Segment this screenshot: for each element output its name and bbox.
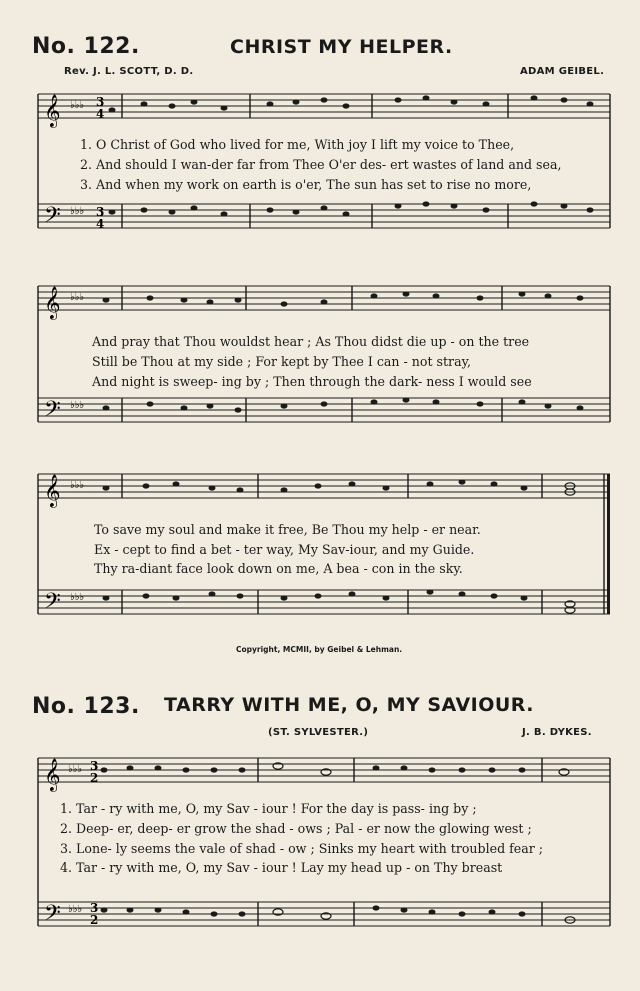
lyric-line: Still be Thou at my side ; For kept by Thee I can - not stray, xyxy=(92,354,472,369)
composer-credit: ADAM GEIBEL. xyxy=(520,66,605,77)
lyric-line: 4. Tar - ry with me, O, my Sav - iour ! Lay my head up - on Thy breast xyxy=(60,860,503,875)
svg-text:♭♭♭: ♭♭♭ xyxy=(70,592,85,603)
svg-text:♭♭♭: ♭♭♭ xyxy=(70,292,85,303)
lyric-line: 3. Lone- ly seems the vale of shad - ow ; Sinks my heart with troubled fear ; xyxy=(60,841,544,856)
author-credit: Rev. J. L. SCOTT, D. D. xyxy=(64,66,194,77)
svg-text:3: 3 xyxy=(96,95,105,109)
hymn-number: No. 123. xyxy=(32,694,140,719)
lyric-line: 2. Deep- er, deep- er grow the shad - ows ; Pal - er now the glowing west ; xyxy=(60,821,532,836)
svg-text:♭♭♭: ♭♭♭ xyxy=(68,764,83,775)
svg-text:♭♭♭: ♭♭♭ xyxy=(68,904,83,915)
svg-text:2: 2 xyxy=(90,771,99,785)
svg-text:𝄞: 𝄞 xyxy=(44,286,61,319)
lyric-line: Ex - cept to find a bet - ter way, My Sav-iour, and my Guide. xyxy=(94,542,475,557)
svg-text:♭♭♭: ♭♭♭ xyxy=(70,206,85,217)
composer-credit: J. B. DYKES. xyxy=(522,727,592,738)
svg-text:♭♭♭: ♭♭♭ xyxy=(70,100,85,111)
svg-text:𝄢: 𝄢 xyxy=(44,901,61,931)
tune-name: (ST. SYLVESTER.) xyxy=(268,727,369,738)
lyric-line: To save my soul and make it free, Be Thou my help - er near. xyxy=(94,522,481,537)
lyric-line: And night is sweep- ing by ; Then through the dark- ness I would see xyxy=(92,374,532,389)
svg-text:𝄞: 𝄞 xyxy=(44,94,61,127)
hymn-title: TARRY WITH ME, O, MY SAVIOUR. xyxy=(164,694,535,716)
lyric-line: 2. And should I wan-der far from Thee O'er des- ert wastes of land and sea, xyxy=(80,157,562,172)
svg-text:𝄢: 𝄢 xyxy=(44,397,61,427)
svg-text:4: 4 xyxy=(96,217,105,231)
lyric-line: 3. And when my work on earth is o'er, The sun has set to rise no more, xyxy=(80,177,532,192)
svg-text:4: 4 xyxy=(96,107,105,121)
svg-text:♭♭♭: ♭♭♭ xyxy=(70,480,85,491)
svg-text:𝄞: 𝄞 xyxy=(44,474,61,507)
svg-text:𝄢: 𝄢 xyxy=(44,589,61,619)
lyric-line: Thy ra-diant face look down on me, A bea - con in the sky. xyxy=(94,561,463,576)
hymn-title: CHRIST MY HELPER. xyxy=(230,36,453,58)
svg-text:3: 3 xyxy=(90,759,99,773)
svg-text:3: 3 xyxy=(96,205,105,219)
hymn-number: No. 122. xyxy=(32,34,140,59)
svg-text:2: 2 xyxy=(90,913,99,927)
copyright-notice: Copyright, MCMII, by Geibel & Lehman. xyxy=(236,645,403,654)
lyric-line: And pray that Thou wouldst hear ; As Thou didst die up - on the tree xyxy=(92,334,530,349)
svg-text:𝄢: 𝄢 xyxy=(44,203,61,233)
lyric-line: 1. Tar - ry with me, O, my Sav - iour ! For the day is pass- ing by ; xyxy=(60,801,477,816)
svg-text:3: 3 xyxy=(90,901,99,915)
svg-text:𝄞: 𝄞 xyxy=(44,758,61,791)
lyric-line: 1. O Christ of God who lived for me, With joy I lift my voice to Thee, xyxy=(80,137,515,152)
svg-text:♭♭♭: ♭♭♭ xyxy=(70,400,85,411)
